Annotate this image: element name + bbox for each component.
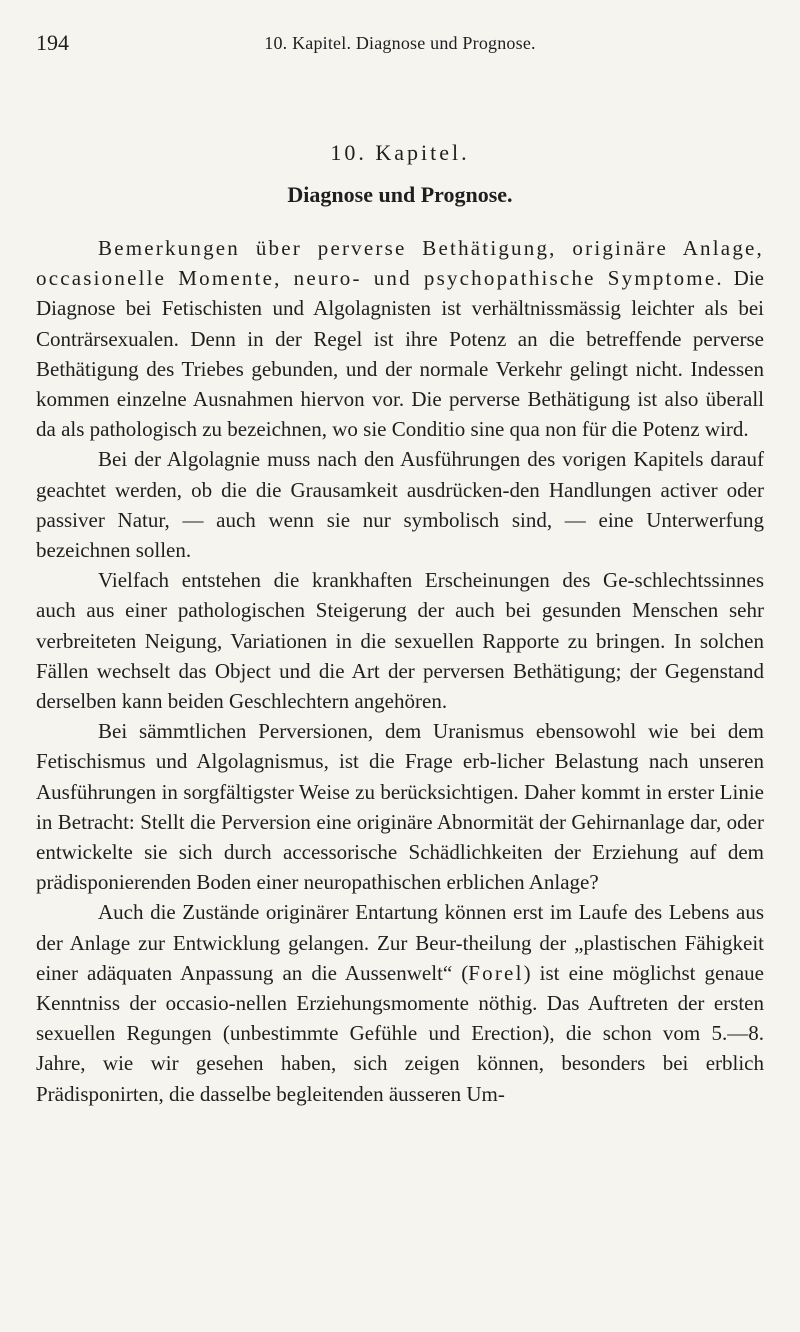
paragraph-4: Bei sämmtlichen Perversionen, dem Uranismus ebensowohl wie bei dem Fetischismus und Algolagnismus, ist die Frage erb-licher Belastung nach unseren Ausführungen in sorgfältigster Weise zu berücksichtigen. Daher kommt in erster Linie in Betracht: Stellt die Perversion eine originäre Abnormität der Gehirnanlage dar, oder entwickelte sie sich durch accessorische Schädlichkeiten der Erziehung auf dem prädisponierenden Boden einer neuropathischen erblichen Anlage? [36, 719, 764, 895]
running-head [36, 30, 764, 60]
paragraph-5-text-before: Auch die Zustände originärer Entartung können erst im Laufe des Lebens aus der Anlage zur Entwicklung gelangen. Zur Beur-theilung der „plastischen Fähigkeit einer adäquaten Anpassung an die Aussenwelt“ ( [36, 900, 764, 985]
paragraph-3: Vielfach entstehen die krankhaften Erscheinungen des Ge-schlechtssinnes auch aus einer pathologischen Steigerung der auch bei gesunden Menschen sehr verbreiteten Neigung, Variationen in die sexuellen Rapporte zu bringen. In solchen Fällen wechselt das Object und die Art der perversen Bethätigung; der Gegenstand derselben kann beiden Geschlechtern angehören. [36, 568, 764, 714]
paragraph-1 [36, 233, 764, 444]
page-number: 194 [36, 30, 69, 55]
paragraph-1-text: Die Diagnose bei Fetischisten und Algolagnisten ist verhältnissmässig leichter als bei Conträrsexualen. Denn in der Regel ist ihre Potenz an die betreffende perverse Bethätigung des Triebes gebunden, und der normale Verkehr gelingt nicht. Indessen kommen einzelne Ausnahmen hiervon vor. Die perverse Bethätigung ist also überall da als pathologisch zu bezeichnen, wo sie Conditio sine qua non für die Potenz wird. [36, 266, 764, 442]
paragraph-5-text-after: ) ist eine möglichst genaue Kenntniss der occasio-nellen Erziehungsmomente nöthig. Das Auftreten der ersten sexuellen Regungen (unbestimmte Gefühle und Erection), die schon vom 5.—8. Jahre, wie wir gesehen haben, sich zeigen können, besonders bei erblich Prädisponirten, die dasselbe begleitenden äusseren Um- [36, 960, 764, 1106]
paragraph-5 [36, 897, 764, 1108]
chapter-label: 10. Kapitel. [330, 140, 470, 165]
paragraph-1-spaced-lead: Bemerkungen über perverse Bethätigung, originäre Anlage, occasionelle Momente, neuro- und psychopathische Symptome. [36, 236, 764, 291]
chapter-title: Diagnose und Prognose. [287, 182, 513, 207]
running-title: 10. Kapitel. Diagnose und Prognose. [264, 33, 536, 53]
paragraph-5-spaced-name: Forel [468, 960, 524, 985]
paragraph-2: Bei der Algolagnie muss nach den Ausführungen des vorigen Kapitels darauf geachtet werden, ob die die Grausamkeit ausdrücken-den Handlungen activer oder passiver Natur, — auch wenn sie nur symbolisch sind, — eine Unterwerfung bezeichnen sollen. [36, 447, 764, 563]
body-text [36, 233, 764, 1109]
